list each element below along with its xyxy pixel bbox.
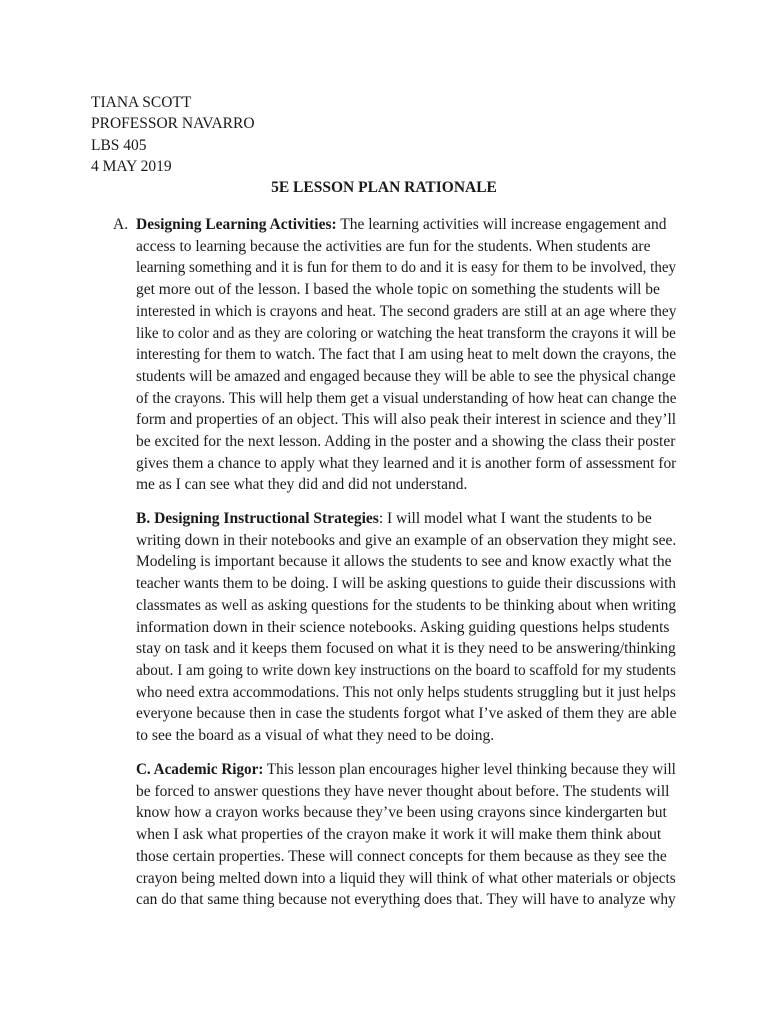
section-a-marker: A. — [113, 216, 129, 233]
section-a-line: learning something and it is fun for them to do and it is easy for them to be involved, they — [136, 259, 677, 277]
section-c-line: be forced to answer questions they have never thought about before. The students will — [136, 782, 670, 800]
section-a-line: me as I can see what they did and did not understand. — [136, 476, 468, 494]
section-b-first-line — [136, 508, 676, 530]
section-a-heading: Designing Learning Activities: — [136, 216, 337, 233]
section-a-line: be excited for the next lesson. Adding in the poster and a showing the class their poster — [136, 433, 676, 451]
student-name: TIANA SCOTT — [91, 94, 192, 111]
section-a-line: interesting for them to watch. The fact that I am using heat to melt down the crayons, the — [136, 346, 677, 364]
section-b-line: Modeling is important because it allows the students to see and know exactly what the — [136, 553, 672, 571]
course-code: LBS 405 — [91, 136, 147, 154]
section-b-line: everyone because then in case the students forgot what I’ve asked of them they are able — [136, 705, 677, 723]
section-a-first-line — [136, 214, 676, 236]
section-c-paragraph — [136, 759, 676, 911]
section-c-heading: C. Academic Rigor: — [136, 761, 264, 778]
section-a-line: The learning activities will increase engagement and — [336, 216, 667, 233]
section-a-line: form and properties of an object. This will also peak their interest in science and they’ll — [136, 411, 677, 429]
section-b-line: : I will model what I want the students to be — [378, 510, 652, 527]
section-b-heading: B. Designing Instructional Strategies — [136, 510, 379, 527]
section-b-line: classmates as well as asking questions for the students to be thinking about when writing — [136, 596, 677, 614]
section-b-line: to see the board as a visual of what they need to be doing. — [136, 727, 495, 745]
section-c-line: can do that same thing because not everything does that. They will have to analyze why — [136, 891, 676, 909]
section-b-line: teacher wants them to be doing. I will be asking questions to guide their discussions with — [136, 575, 676, 593]
section-c-line: those certain properties. These will connect concepts for them because as they see the — [136, 847, 667, 865]
section-a-line: get more out of the lesson. I based the whole topic on something the students will be — [136, 281, 660, 299]
section-b-line: stay on task and it keeps them focused on what it is they need to be answering/thinking — [136, 640, 676, 658]
professor-name: PROFESSOR NAVARRO — [91, 115, 255, 133]
section-c-first-line — [136, 759, 676, 781]
document-title: 5E LESSON PLAN RATIONALE — [271, 179, 497, 196]
section-c-line: when I ask what properties of the crayon make it work it will make them think about — [136, 826, 662, 844]
section-c-line: crayon being melted down into a liquid they will think of what other materials or objects — [136, 869, 676, 887]
section-a-line: interested in which is crayons and heat. The second graders are still at an age where they — [136, 302, 677, 320]
section-c-line: know how a crayon works because they’ve been using crayons since kindergarten but — [136, 804, 667, 822]
section-a-line: of the crayons. This will help them get a visual understanding of how heat can change the — [136, 389, 677, 407]
document-header — [91, 92, 255, 177]
section-b-line: about. I am going to write down key instructions on the board to scaffold for my students — [136, 661, 676, 679]
section-b-line: information down in their science notebooks. Asking guiding questions helps students — [136, 618, 670, 636]
section-a-paragraph — [136, 214, 676, 496]
section-b-line: writing down in their notebooks and give an example of an observation they might see. — [136, 531, 677, 549]
section-b-line: who need extra accommodations. This not only helps students struggling but it just helps — [136, 683, 676, 701]
section-b-paragraph — [136, 508, 676, 747]
section-a-line: access to learning because the activities are fun for the students. When students are — [136, 237, 651, 255]
section-a-line: students will be amazed and engaged because they will be able to see the physical change — [136, 367, 676, 385]
section-c-line: This lesson plan encourages higher level thinking because they will — [263, 761, 676, 778]
section-a-line: like to color and as they are coloring or watching the heat transform the crayons it will be — [136, 324, 676, 342]
section-a-line: gives them a chance to apply what they learned and it is another form of assessment for — [136, 454, 677, 472]
document-date: 4 MAY 2019 — [91, 157, 172, 175]
